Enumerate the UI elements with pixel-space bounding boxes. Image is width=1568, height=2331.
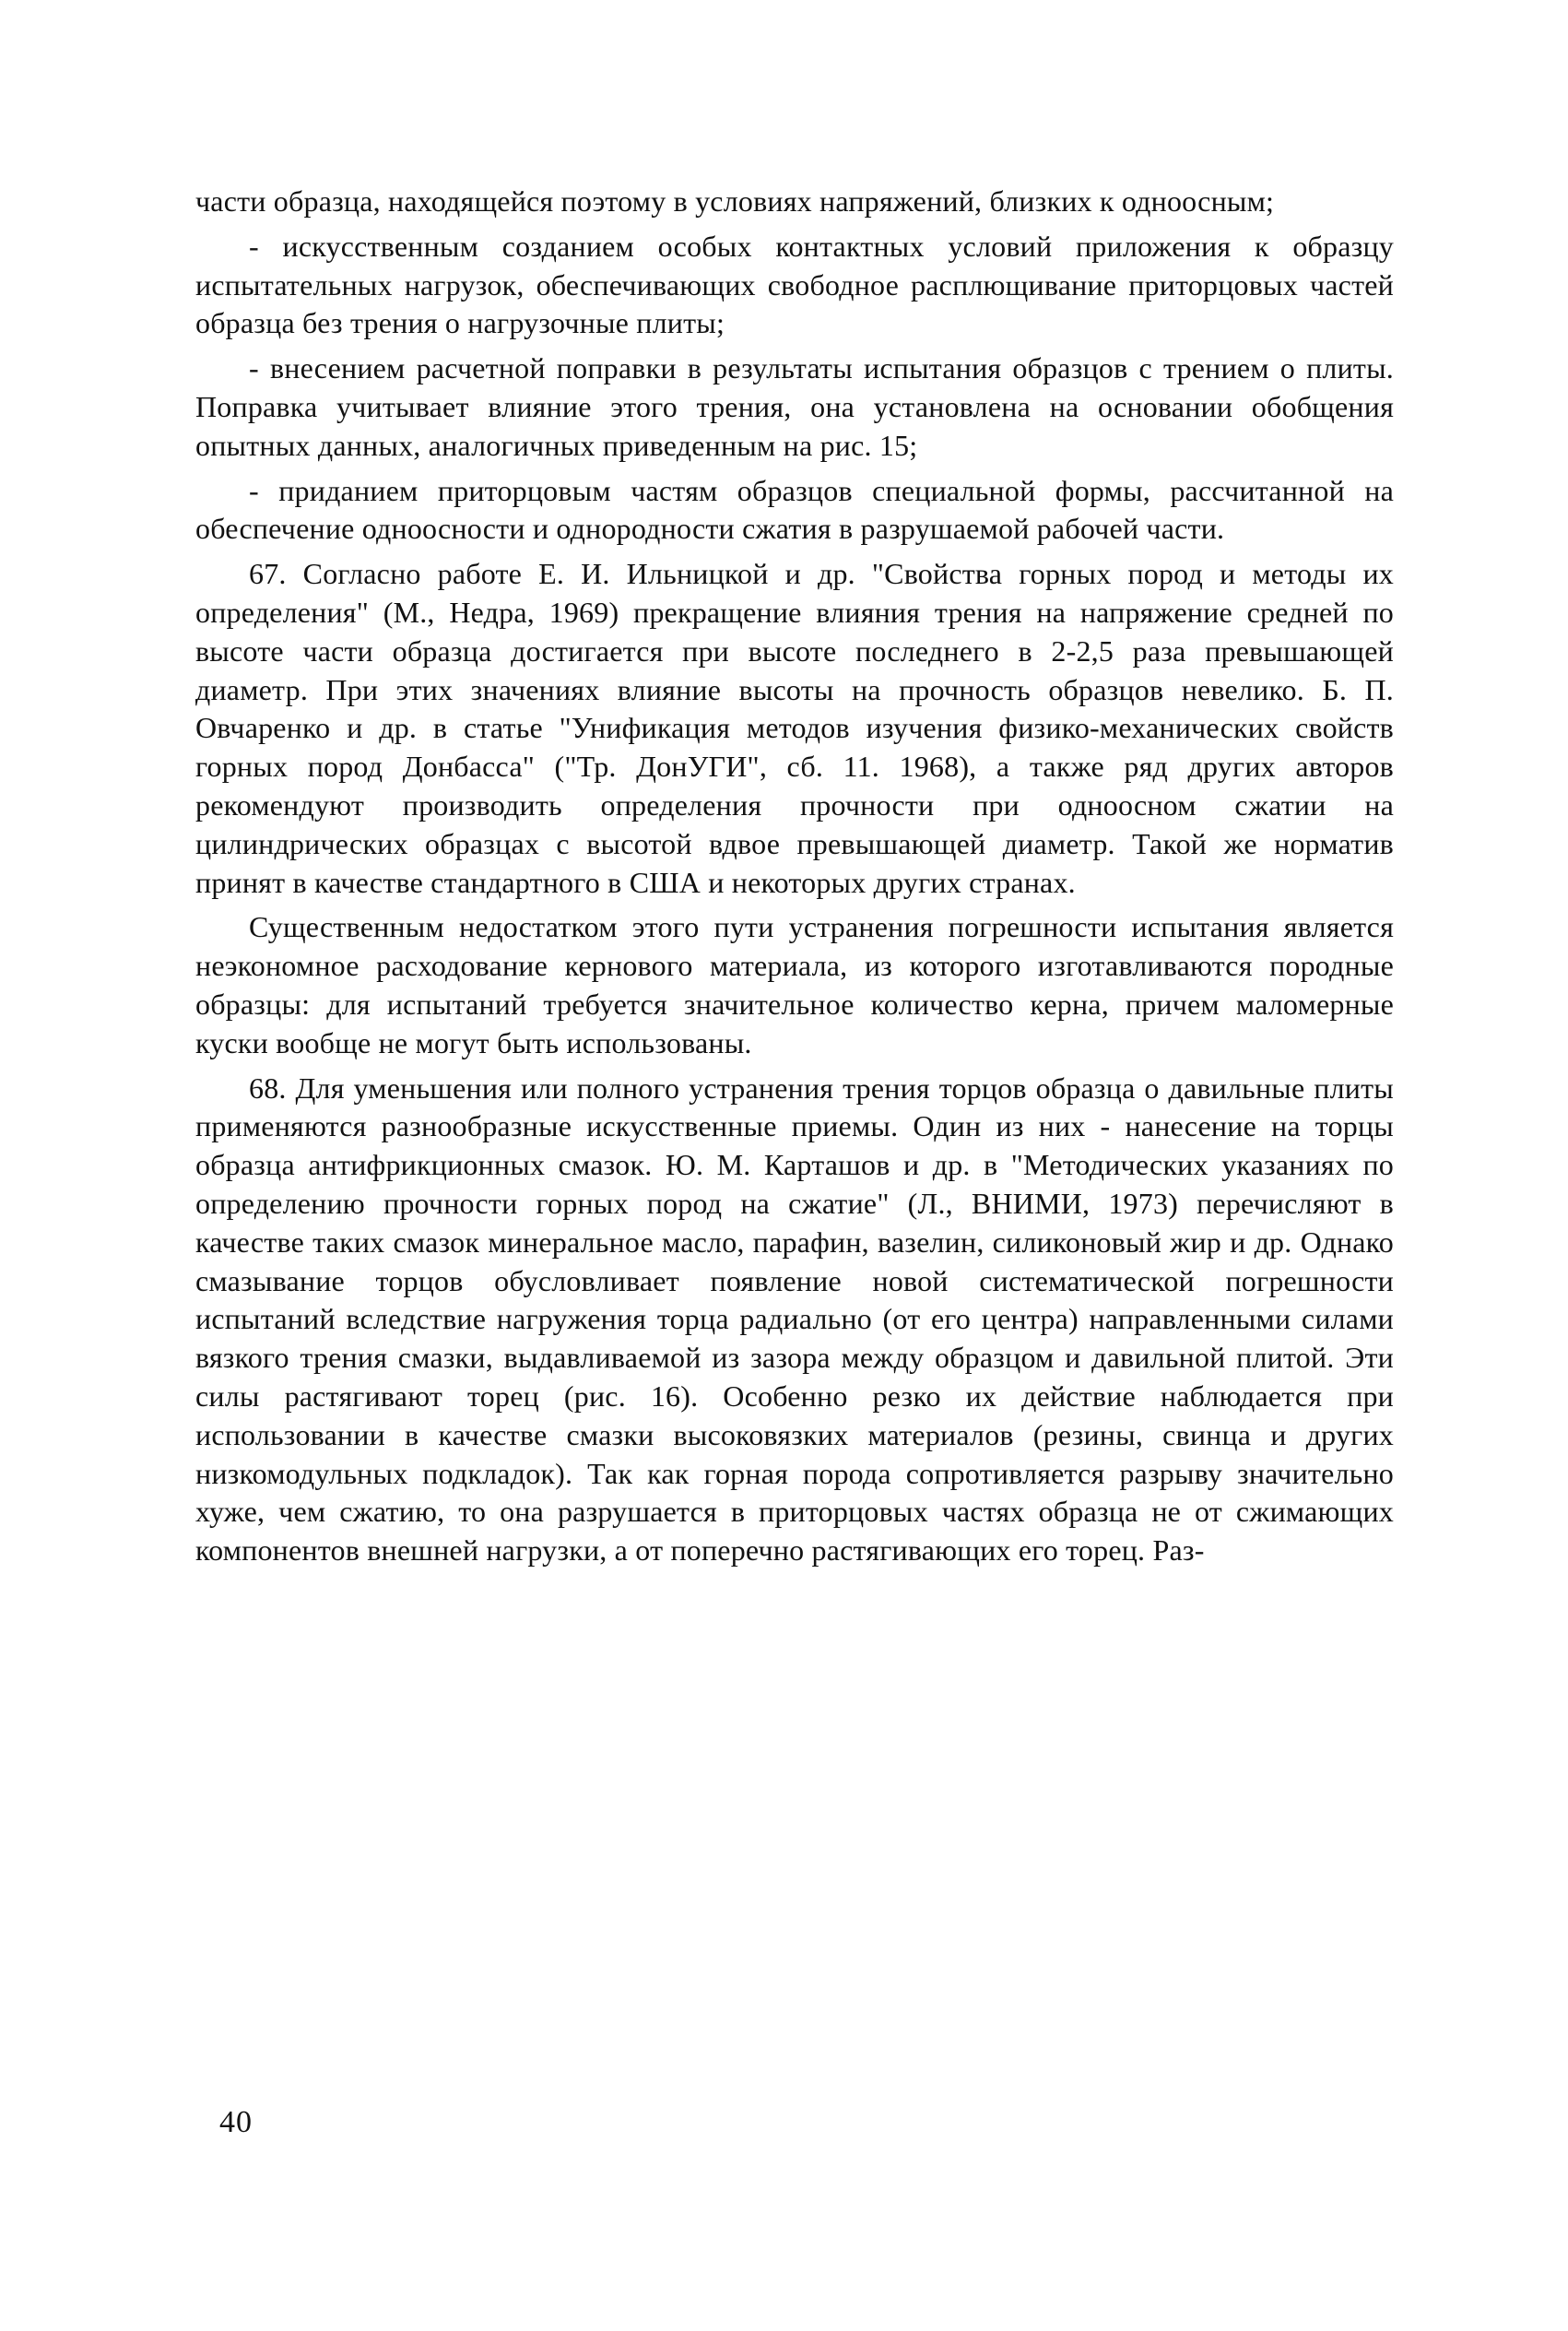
paragraph-continuation: части образца, находящейся поэтому в условиях напряжений, близких к одноосным; <box>195 184 1275 218</box>
paragraph-list-item-contact-conditions: - искусственным созданием особых контактных условий приложения к образцу испытательных нагрузок, обеспечивающих свободное расплющивание приторцовых частей образца без трения о нагрузочные плиты; <box>195 229 1394 340</box>
paragraph-drawback: Существенным недостатком этого пути устранения погрешности испытания является неэкономное расходование кернового материала, из которого изготавливаются породные образцы: для испытаний требуется значительное количество керна, причем маломерные куски вообще не могут быть использованы. <box>195 910 1394 1059</box>
page-number: 40 <box>219 2105 253 2139</box>
paragraph-section-67: 67. Согласно работе Е. И. Ильницкой и др. "Свойства горных пород и методы их определения" (М., Недра, 1969) прекращение влияния трения на напряжение средней по высоте части образца достигается при высоте последнего в 2-2,5 раза превышающей диаметр. При этих значениях влияние высоты на прочность образцов невелико. Б. П. Овчаренко и др. в статье "Унификация методов изучения физико-механических свойств горных пород Донбасса" ("Тр. ДонУГИ", сб. 11. 1968), а также ряд других авторов рекомендуют производить определения прочности при одноосном сжатии на цилиндрических образцах с высотой вдвое превышающей диаметр. Такой же норматив принят в качестве стандартного в США и некоторых других странах. <box>195 557 1394 899</box>
paragraph-section-68: 68. Для уменьшения или полного устранения трения торцов образца о давильные плиты применяются разнообразные искусственные приемы. Один из них - нанесение на торцы образца антифрикционных смазок. Ю. М. Карташов и др. в "Методических указаниях по определению прочности горных пород на сжатие" (Л., ВНИМИ, 1973) перечисляют в качестве таких смазок минеральное масло, парафин, вазелин, силиконовый жир и др. Однако смазывание торцов обусловливает появление новой систематической погрешности испытаний вследствие нагружения торца радиально (от его центра) направленными силами вязкого трения смазки, выдавливаемой из зазора между образцом и давильной плитой. Эти силы растягивают торец (рис. 16). Особенно резко их действие наблюдается при использовании в качестве смазки высоковязких материалов (резины, свинца и других низкомодульных подкладок). Так как горная порода сопротивляется разрыву значительно хуже, чем сжатию, то она разрушается в приторцовых частях образца не от сжимающих компонентов внешней нагрузки, а от поперечно растягивающих его торец. Раз- <box>195 1071 1394 1568</box>
paragraph-list-item-special-shape: - приданием приторцовым частям образцов специальной формы, рассчитанной на обеспечение одноосности и однородности сжатия в разрушаемой рабочей части. <box>195 473 1394 546</box>
page-body <box>195 183 1394 1577</box>
paragraph-list-item-correction: - внесением расчетной поправки в результаты испытания образцов с трением о плиты. Поправка учитывает влияние этого трения, она установлена на основании обобщения опытных данных, аналогичных приведенным на рис. 15; <box>195 351 1394 462</box>
